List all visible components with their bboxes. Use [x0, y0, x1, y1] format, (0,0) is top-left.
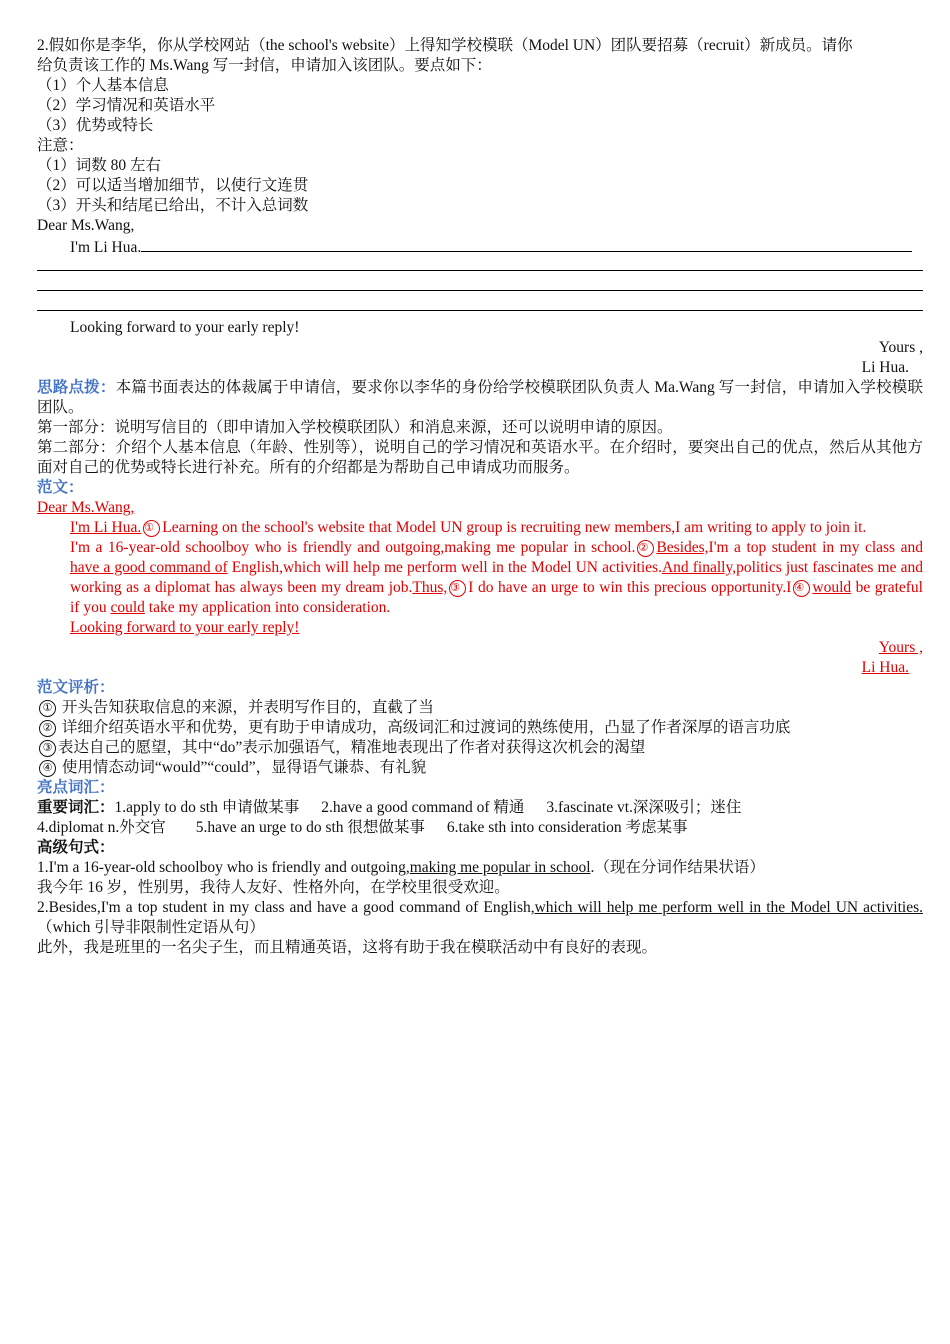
- task-prompt: [37, 36, 923, 76]
- sentence-2: [37, 898, 923, 938]
- task-prompt-line-1: 2.假如你是李华，你从学校网站（the school's website）上得知学校模联（Model UN）团队要招募（recruit）新成员。请你: [37, 37, 853, 54]
- model-p2-b: Besides,: [656, 539, 709, 556]
- model-p2-k: be grateful if you: [70, 579, 923, 616]
- model-p2-i: I do have an urge to win this precious opportunity.I: [468, 579, 792, 596]
- analysis-block: [37, 378, 923, 418]
- letter-greeting: Dear Ms.Wang,: [37, 217, 135, 234]
- analysis-text: 本篇书面表达的体裁属于申请信，要求你以李华的身份给学校模联团队负责人 Ma.Wang 写一封信，申请加入学校模联团队。: [37, 379, 923, 416]
- note-item: （3）开头和结尾已给出，不计入总词数: [37, 197, 309, 214]
- review-item: [37, 738, 923, 758]
- document-page: [37, 36, 923, 958]
- answer-blank-line[interactable]: [37, 258, 923, 271]
- review-text: 表达自己的愿望，其中“do”表示加强语气，精准地表现出了作者对获得这次机会的渴望: [58, 739, 646, 756]
- model-p1-lead: I'm Li Hua.: [70, 519, 142, 536]
- model-label: 范文：: [37, 479, 84, 496]
- model-p2-m: take my application into consideration.: [144, 599, 391, 616]
- vocab-label: 亮点词汇：: [37, 779, 115, 796]
- letter-first-line: [37, 236, 923, 258]
- letter-closing: Looking forward to your early reply!: [70, 319, 300, 336]
- marker-1: ①: [143, 520, 160, 537]
- model-p1-rest: Learning on the school's website that Model UN group is recruiting new members,I am writing to apply to join it.: [162, 519, 867, 536]
- model-greeting: [37, 498, 923, 518]
- model-p2-a: I'm a 16-year-old schoolboy who is friendly and outgoing,making me popular in school.: [70, 539, 636, 556]
- sentence-1-translation: 我今年 16 岁，性别男，我待人友好、性格外向，在学校里很受欢迎。: [37, 879, 510, 896]
- model-p2-e: English,which will help me perform well in the Model UN activities.: [227, 559, 662, 576]
- sentence-1-a: 1.I'm a 16-year-old schoolboy who is friendly and outgoing,: [37, 859, 410, 876]
- model-paragraph-2: [37, 538, 923, 618]
- sentence-1: [37, 858, 923, 878]
- model-p2-j: would: [812, 579, 852, 596]
- sentence-2-a: 2.Besides,I'm a top student in my class and have a good command of English,: [37, 899, 535, 916]
- review-text: 详细介绍英语水平和优势，更有助于申请成功，高级词汇和过渡词的熟练使用，凸显了作者深厚的语言功底: [61, 719, 791, 736]
- sentence-2-note: （which 引导非限制性定语从句）: [37, 919, 265, 936]
- sentence-2-translation: 此外，我是班里的一名尖子生，而且精通英语，这将有助于我在模联活动中有良好的表现。: [37, 939, 658, 956]
- vocab-row-1: [37, 798, 923, 818]
- letter-sign-yours: Yours ,: [878, 339, 923, 356]
- review-num: ③: [39, 740, 56, 757]
- vocab-item: 2.have a good command of 精通: [321, 799, 525, 816]
- answer-blank-line[interactable]: [141, 236, 912, 252]
- model-p2-l: could: [110, 599, 145, 616]
- vocab-key-label: 重要词汇：: [37, 799, 115, 816]
- review-item: [37, 698, 923, 718]
- sentence-1-underlined: making me popular in school: [409, 859, 591, 876]
- model-p2-c: I'm a top student in my class and: [708, 539, 923, 556]
- review-text: 开头告知获取信息的来源，并表明写作目的，直截了当: [61, 699, 434, 716]
- vocab-row-2: [37, 818, 923, 838]
- review-item: [37, 758, 923, 778]
- vocab-item: 4.diplomat n.外交官: [37, 819, 166, 836]
- model-p2-h: Thus,: [412, 579, 448, 596]
- model-p2-g: politics just fascinates me and working as a diplomat has always been my dream job.: [70, 559, 923, 596]
- review-item: [37, 718, 923, 738]
- marker-4: ④: [793, 580, 810, 597]
- model-p2-d: have a good command of: [70, 559, 228, 576]
- model-sign-yours: [37, 638, 923, 658]
- sentence-1-note: .（现在分词作结果状语）: [590, 859, 765, 876]
- review-num: ①: [39, 700, 56, 717]
- vocab-item: 6.take sth into consideration 考虑某事: [446, 819, 688, 836]
- review-text: 使用情态动词“would”“could”，显得语气谦恭、有礼貌: [61, 759, 427, 776]
- vocab-item: 3.fascinate vt.深深吸引；迷住: [546, 799, 742, 816]
- note-item: （2）可以适当增加细节，以使行文连贯: [37, 177, 309, 194]
- task-point: （2）学习情况和英语水平: [37, 97, 216, 114]
- model-p2-f: And finally,: [661, 559, 737, 576]
- model-closing: [37, 618, 923, 638]
- model-paragraph-1: [37, 518, 923, 538]
- marker-3: ③: [449, 580, 466, 597]
- sentence-2-underlined: which will help me perform well in the Model UN activities.: [534, 899, 923, 916]
- review-label: 范文评析：: [37, 679, 115, 696]
- first-line-text: I'm Li Hua.: [70, 239, 142, 256]
- analysis-label: 思路点拨：: [37, 379, 116, 396]
- analysis-part-1: 第一部分：说明写信目的（即申请加入学校模联团队）和消息来源，还可以说明申请的原因。: [37, 419, 673, 436]
- model-closing-text: Looking forward to your early reply!: [70, 619, 300, 636]
- model-greeting-text: Dear Ms.Wang,: [37, 499, 135, 516]
- task-point: （3）优势或特长: [37, 117, 154, 134]
- review-num: ②: [39, 720, 56, 737]
- model-sign-name-text: Li Hua.: [861, 659, 909, 676]
- review-num: ④: [39, 760, 56, 777]
- task-point: （1）个人基本信息: [37, 77, 169, 94]
- sentences-label: 高级句式：: [37, 839, 115, 856]
- answer-blank-line[interactable]: [37, 298, 923, 311]
- vocab-item: 5.have an urge to do sth 很想做某事: [195, 819, 425, 836]
- analysis-part-2: 第二部分：介绍个人基本信息（年龄、性别等），说明自己的学习情况和英语水平。在介绍时，要突出自己的优点，然后从其他方面对自己的优势或特长进行补充。所有的介绍都是为帮助自己申请成功而服务。: [37, 439, 923, 476]
- answer-blank-line[interactable]: [37, 278, 923, 291]
- task-prompt-line-2: 给负责该工作的 Ms.Wang 写一封信，申请加入该团队。要点如下：: [37, 57, 492, 74]
- model-sign-name: [37, 658, 923, 678]
- model-sign-yours-text: Yours ,: [878, 639, 923, 656]
- notes-label: 注意：: [37, 137, 84, 154]
- marker-2: ②: [637, 540, 654, 557]
- letter-sign-name: Li Hua.: [861, 359, 909, 376]
- vocab-item: 1.apply to do sth 申请做某事: [114, 799, 300, 816]
- note-item: （1）词数 80 左右: [37, 157, 162, 174]
